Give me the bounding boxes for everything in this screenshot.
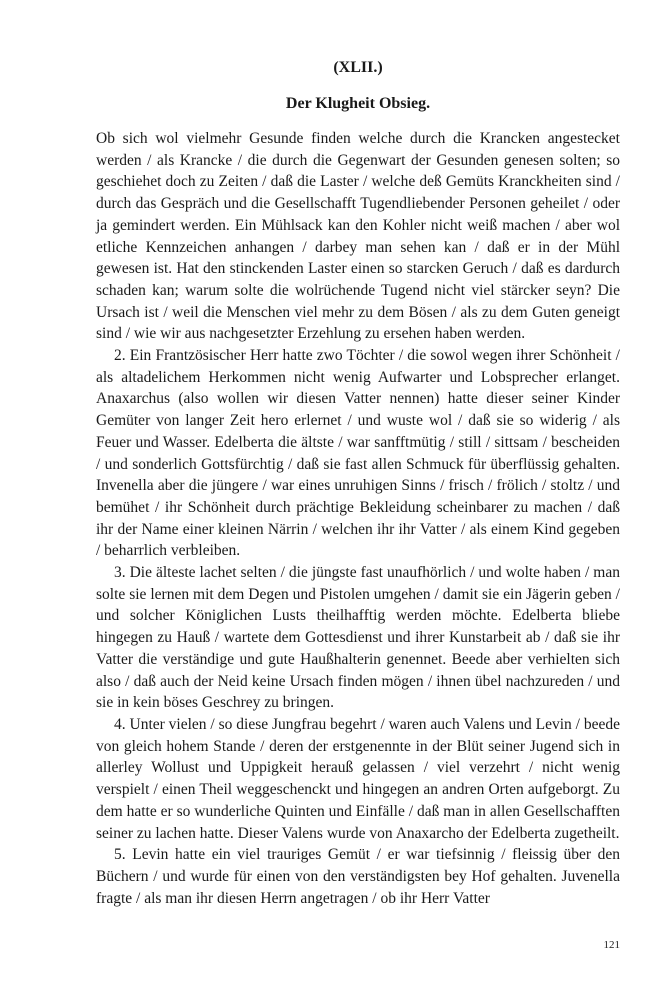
paragraph-3: 3. Die älteste lachet selten / die jüngste fast unaufhörlich / und wolte haben / man solte sie lernen mit dem Degen und Pistolen umgehen / damit sie ein Jägerin geben / und solcher Königlichen Lusts theilhafftig werden möchte. Edelberta bliebe hingegen zu Hauß / wartete dem Gottesdienst und ihrer Kunstarbeit ab / daß sie ihr Vatter die verständige und gute Haußhalterin genennet. Beede aber verhielten sich also / daß auch der Neid keine Ursach finden mögen / ihnen übel nachzureden / und sie in kein böses Geschrey zu bringen. — [96, 564, 620, 712]
chapter-number: (XLII.) — [333, 59, 383, 76]
body-text — [96, 128, 620, 909]
chapter-title: Der Klugheit Obsieg. — [285, 95, 431, 112]
paragraph-2: 2. Ein Frantzösischer Herr hatte zwo Töchter / die sowol wegen ihrer Schönheit / als altadelichem Herkommen nicht wenig Aufwarter und Lobsprecher erlanget. Anaxarchus (also wollen wir diesen Vatter nennen) hatte dieser seiner Kinder Gemüter von langer Zeit hero erlernet / und wuste wol / daß sie so widerig / als Feuer und Wasser. Edelberta die ältste / war sanfftmütig / still / sittsam / bescheiden / und sonderlich Gottsfürchtig / daß sie fast allen Schmuck für überflüssig gehalten. Invenella aber die jüngere / war eines unruhigen Sinns / frisch / frölich / stoltz / und bemühet / ihr Schönheit durch prächtige Bekleidung scheinbarer zu machen / daß ihr der Name einer kleinen Närrin / welchen ihr ihr Vatter / als einem Kind gegeben / beharrlich verbleiben. — [96, 347, 620, 560]
paragraph-5: 5. Levin hatte ein viel trauriges Gemüt / er war tiefsinnig / fleissig über den Büchern / und wurde für einen von den verständigsten bey Hof gehalten. Juvenella fragte / als man ihr diesen Herrn angetragen / ob ihr Herr Vatter — [96, 846, 620, 907]
book-page — [96, 0, 620, 990]
page-number: 121 — [603, 939, 620, 951]
paragraph-4: 4. Unter vielen / so diese Jungfrau begehrt / waren auch Valens und Levin / beede von gleich hohem Stande / deren der erstgenennte in der Blüt seiner Jugend sich in allerley Wollust und Uppigkeit herauß gelassen / viel verzehrt / nicht wenig verspielt / einen Theil weggeschenckt und hingegen an andren Orten aufgeborgt. Zu dem hatte er so wunderliche Quinten und Einfälle / daß man in allen Gesellschafften seiner zu lachen hatte. Dieser Valens wurde von Anaxarcho der Edelberta zugetheilt. — [96, 715, 620, 842]
paragraph-intro: Ob sich wol vielmehr Gesunde finden welche durch die Krancken angestecket werden / als Krancke / die durch die Gegenwart der Gesunden genesen solten; so geschiehet doch zu Zeiten / daß die Laster / welche deß Gemüts Kranckheiten sind / durch das Gespräch und die Gesellschafft Tugendliebender Personen geheilet / oder ja gemindert werden. Ein Mühlsack kan den Kohler nicht weiß machen / aber wol etliche Kennzeichen anhangen / darbey man sehen kan / daß er in der Mühl gewesen ist. Hat den stinckenden Laster einen so starcken Geruch / daß es dardurch schaden kan; warum solte die wolrüchende Tugend nicht viel stärcker seyn? Die Ursach ist / weil die Menschen viel mehr zu dem Bösen / als zu dem Guten geneigt sind / wie wir aus nachgesetzter Erzehlung zu ersehen haben werden. — [96, 130, 620, 343]
